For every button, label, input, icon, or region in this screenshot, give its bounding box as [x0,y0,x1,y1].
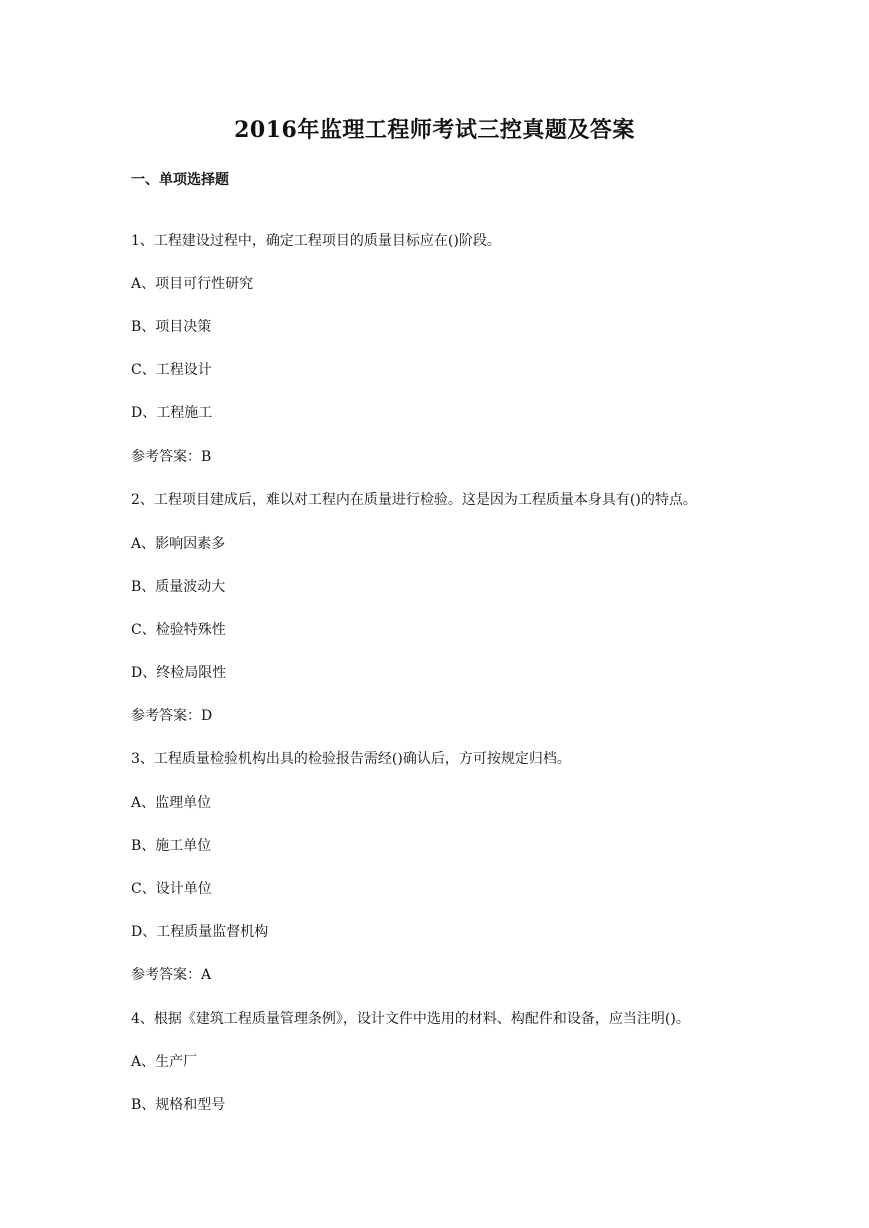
question-3-answer: 参考答案：A [131,967,212,983]
question-3-option-a: A、监理单位 [131,795,212,811]
question-1-option-a: A、项目可行性研究 [131,276,254,292]
question-2-option-d: D、终检局限性 [131,665,227,681]
question-4-stem: 4、根据《建筑工程质量管理条例》，设计文件中选用的材料、构配件和设备，应当注明()。 [131,1011,690,1027]
question-1-option-d: D、工程施工 [131,405,213,421]
question-3-stem: 3、工程质量检验机构出具的检验报告需经()确认后，方可按规定归档。 [131,751,571,767]
question-2-answer: 参考答案：D [131,708,213,724]
question-2-option-c: C、检验特殊性 [131,622,226,638]
question-3-option-d: D、工程质量监督机构 [131,924,269,940]
question-3-option-b: B、施工单位 [131,838,212,854]
question-2-stem: 2、工程项目建成后，难以对工程内在质量进行检验。这是因为工程质量本身具有()的特点。 [131,492,697,508]
document-title: 2016年监理工程师考试三控真题及答案 [234,117,635,143]
question-1-option-c: C、工程设计 [131,362,212,378]
question-1-stem: 1、工程建设过程中，确定工程项目的质量目标应在()阶段。 [131,233,501,249]
question-1-option-b: B、项目决策 [131,319,212,335]
section-heading: 一、单项选择题 [131,172,229,188]
question-4-option-b: B、规格和型号 [131,1097,226,1113]
question-4-option-a: A、生产厂 [131,1054,198,1070]
question-3-option-c: C、设计单位 [131,881,212,897]
question-2-option-b: B、质量波动大 [131,579,226,595]
question-2-option-a: A、影响因素多 [131,536,226,552]
question-1-answer: 参考答案：B [131,449,212,465]
